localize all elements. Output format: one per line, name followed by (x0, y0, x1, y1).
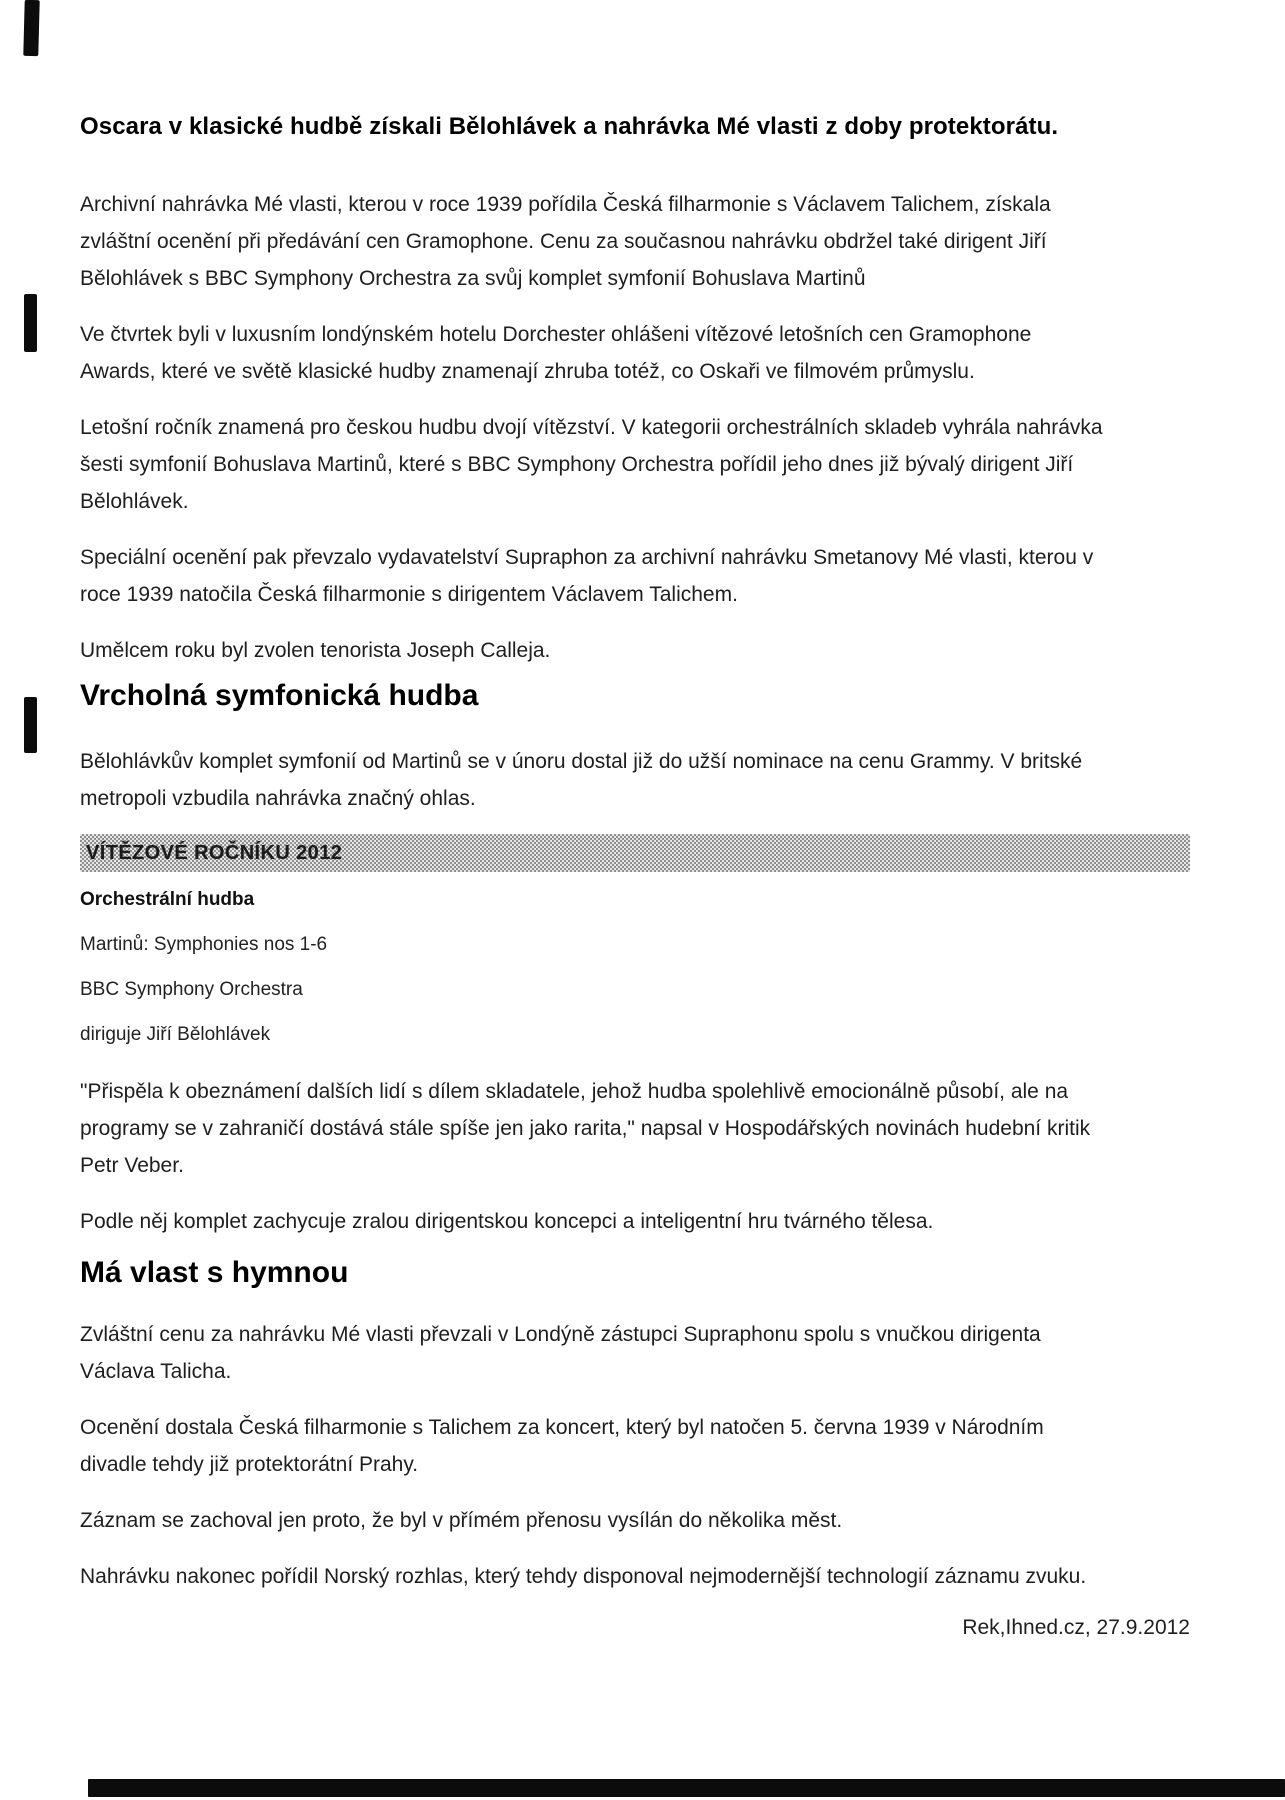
winners-banner (80, 834, 1190, 872)
scan-artifact-mark-left-2 (24, 697, 37, 753)
paragraph-intro-5: Umělcem roku byl zvolen tenorista Joseph Calleja. (80, 639, 551, 662)
paragraph-intro-4: Speciální ocenění pak převzalo vydavatelství Supraphon za archivní nahrávku Smetanovy Mé vlasti, kterou v roce 1939 natočila Česká filharmonie s dirigentem Václavem Talichem. (80, 546, 1094, 606)
paragraph-intro-3: Letošní ročník znamená pro českou hudbu dvojí vítězství. V kategorii orchestrálních skladeb vyhrála nahrávka šesti symfonií Bohuslava Martinů, které s BBC Symphony Orchestra pořídil jeho dnes již bývalý dirigent Jiří Bělohlávek. (80, 416, 1103, 513)
winners-banner-label: VÍTĚZOVÉ ROČNÍKU 2012 (86, 842, 343, 864)
scan-artifact-mark-left-1 (24, 294, 37, 352)
byline: Rek,Ihned.cz, 27.9.2012 (962, 1616, 1190, 1639)
paragraph-intro-2: Ve čtvrtek byli v luxusním londýnském hotelu Dorchester ohlášeni vítězové letošních cen Gramophone Awards, které ve světě klasické hudby znamenají zhruba totéž, co Oskaři ve filmovém průmyslu. (80, 323, 1032, 383)
paragraph-mavlast-1: Zvláštní cenu za nahrávku Mé vlasti převzali v Londýně zástupci Supraphonu spolu s vnučkou dirigenta Václava Talicha. (80, 1323, 1041, 1383)
scan-artifact-bottom-bar (88, 1779, 1285, 1797)
paragraph-symphonic: Bělohlávkův komplet symfonií od Martinů se v únoru dostal již do užší nominace na cenu Grammy. V britské metropoli vzbudila nahrávka značný ohlas. (80, 750, 1083, 810)
scan-artifact-mark-top-left (23, 0, 39, 56)
paragraph-mavlast-3: Záznam se zachoval jen proto, že byl v přímém přenosu vysílán do několika měst. (80, 1509, 843, 1532)
section-heading-mavlast: Má vlast s hymnou (80, 1256, 349, 1289)
paragraph-commentary: Podle něj komplet zachycuje zralou dirigentskou koncepci a inteligentní hru tvárného tělesa. (80, 1210, 934, 1233)
winners-category: Orchestrální hudba (80, 889, 255, 910)
article-content (80, 0, 1190, 1646)
winners-line-work: Martinů: Symphonies nos 1-6 (80, 934, 328, 955)
winners-line-orchestra: BBC Symphony Orchestra (80, 979, 303, 1000)
section-heading-symphonic: Vrcholná symfonická hudba (80, 679, 479, 712)
paragraph-intro-1: Archivní nahrávka Mé vlasti, kterou v roce 1939 pořídila Česká filharmonie s Václavem Talichem, získala zvláštní ocenění při předávání cen Gramophone. Cenu za současnou nahrávku obdržel také dirigent Jiří Bělohlávek s BBC Symphony Orchestra za svůj komplet symfonií Bohuslava Martinů (80, 193, 1051, 290)
article-title: Oscara v klasické hudbě získali Bělohlávek a nahrávka Mé vlasti z doby protektorátu. (80, 113, 1059, 140)
paragraph-mavlast-2: Ocenění dostala Česká filharmonie s Talichem za koncert, který byl natočen 5. června 1939 v Národním divadle tehdy již protektorátní Prahy. (80, 1416, 1044, 1476)
paragraph-quote: "Přispěla k obeznámení dalších lidí s dílem skladatele, jehož hudba spolehlivě emocionálně působí, ale na programy se v zahraničí dostává stále spíše jen jako rarita," napsal v Hospodářských novinách hudební kritik Petr Veber. (80, 1080, 1091, 1177)
paragraph-mavlast-4: Nahrávku nakonec pořídil Norský rozhlas, který tehdy disponoval nejmodernější technologií záznamu zvuku. (80, 1565, 1087, 1588)
winners-line-conductor: diriguje Jiří Bělohlávek (80, 1024, 271, 1045)
